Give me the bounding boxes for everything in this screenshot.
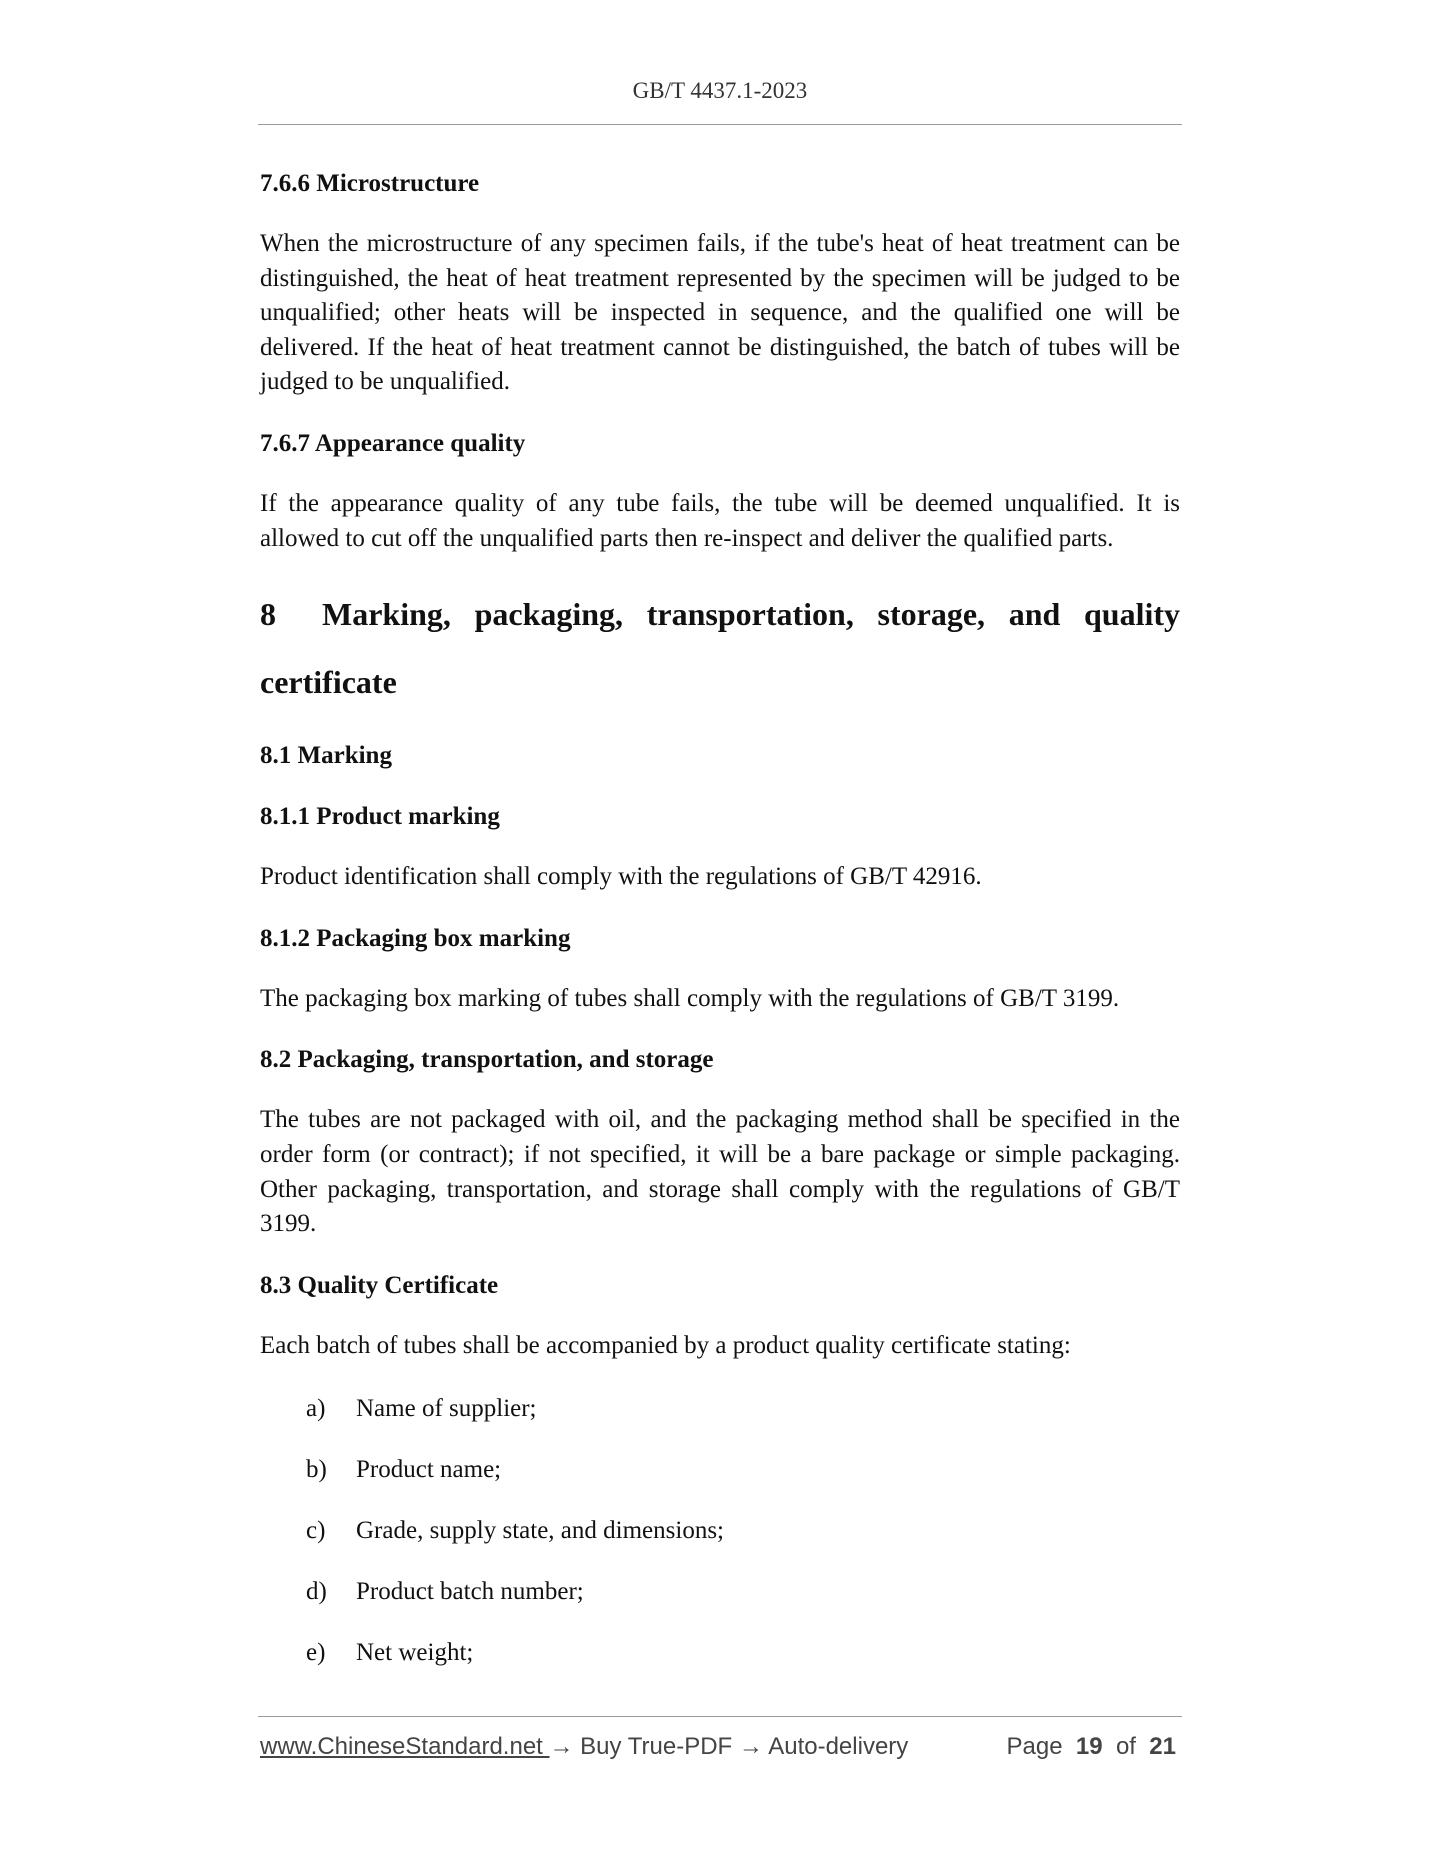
section-8-number: 8 xyxy=(260,596,276,633)
section-7-6-6-paragraph: When the microstructure of any specimen fails, if the tube's heat of heat treatment can be distinguished, the heat of heat treatment represented by the specimen will be judged to be unqualified; other heats will be inspected in sequence, and the qualified one will be delivered. If the heat of heat treatment cannot be distinguished, the batch of tubes will be judged to be unqualified. xyxy=(260,230,1180,396)
list-item: e) Net weight; xyxy=(306,1639,474,1667)
footer-links xyxy=(260,1733,908,1761)
list-item: d) Product batch number; xyxy=(306,1578,584,1606)
list-item: c) Grade, supply state, and dimensions; xyxy=(306,1517,724,1545)
section-7-6-6-heading: 7.6.6 Microstructure xyxy=(260,170,480,197)
auto-delivery-text: Auto-delivery xyxy=(762,1733,909,1760)
section-8-2-heading: 8.2 Packaging, transportation, and storage xyxy=(260,1046,714,1074)
page-number: Page 19 of 21 xyxy=(1006,1733,1176,1760)
section-8-3-heading: 8.3 Quality Certificate xyxy=(260,1271,499,1299)
quality-certificate-list xyxy=(260,1393,1180,1668)
document-body xyxy=(260,168,1180,1668)
section-8-1-2-paragraph: The packaging box marking of tubes shall comply with the regulations of GB/T 3199. xyxy=(260,984,1120,1012)
section-8-1-1-paragraph: Product identification shall comply with the regulations of GB/T 42916. xyxy=(260,863,982,891)
section-8-2-paragraph: The tubes are not packaged with oil, and the packaging method shall be specified in the order form (or contract); if not specified, it will be a bare package or simple packaging. Other packaging, transportation, and storage shall comply with the regulations of GB/T 3199. xyxy=(260,1106,1180,1238)
section-7-6-7-heading: 7.6.7 Appearance quality xyxy=(260,429,526,457)
section-8-1-heading: 8.1 Marking xyxy=(260,742,392,770)
section-8-3-paragraph: Each batch of tubes shall be accompanied by a product quality certificate stating: xyxy=(260,1331,1071,1359)
section-8-1-1-heading: 8.1.1 Product marking xyxy=(260,803,500,831)
current-page: 19 xyxy=(1075,1733,1103,1760)
footer-rule xyxy=(258,1716,1182,1717)
total-pages: 21 xyxy=(1149,1733,1176,1760)
section-7-6-7-paragraph: If the appearance quality of any tube fails, the tube will be deemed unqualified. It is allowed to cut off the unqualified parts then re-inspect and deliver the qualified parts. xyxy=(260,489,1180,552)
section-8-heading xyxy=(260,580,1180,716)
list-item: b) Product name; xyxy=(306,1456,502,1484)
header-rule xyxy=(258,124,1182,125)
page-footer xyxy=(260,1733,1180,1767)
document-header: GB/T 4437.1-2023 xyxy=(632,78,808,103)
site-link[interactable]: www.ChineseStandard.net xyxy=(260,1733,550,1760)
section-8-1-2-heading: 8.1.2 Packaging box marking xyxy=(260,924,571,952)
buy-true-pdf-text: Buy True-PDF xyxy=(573,1733,739,1760)
arrow-right-icon: → xyxy=(549,1733,574,1760)
list-item: a) Name of supplier; xyxy=(306,1395,537,1423)
arrow-right-icon: → xyxy=(738,1733,763,1760)
section-8-title: Marking, packaging, transportation, storage, and quality certificate xyxy=(260,596,1180,701)
